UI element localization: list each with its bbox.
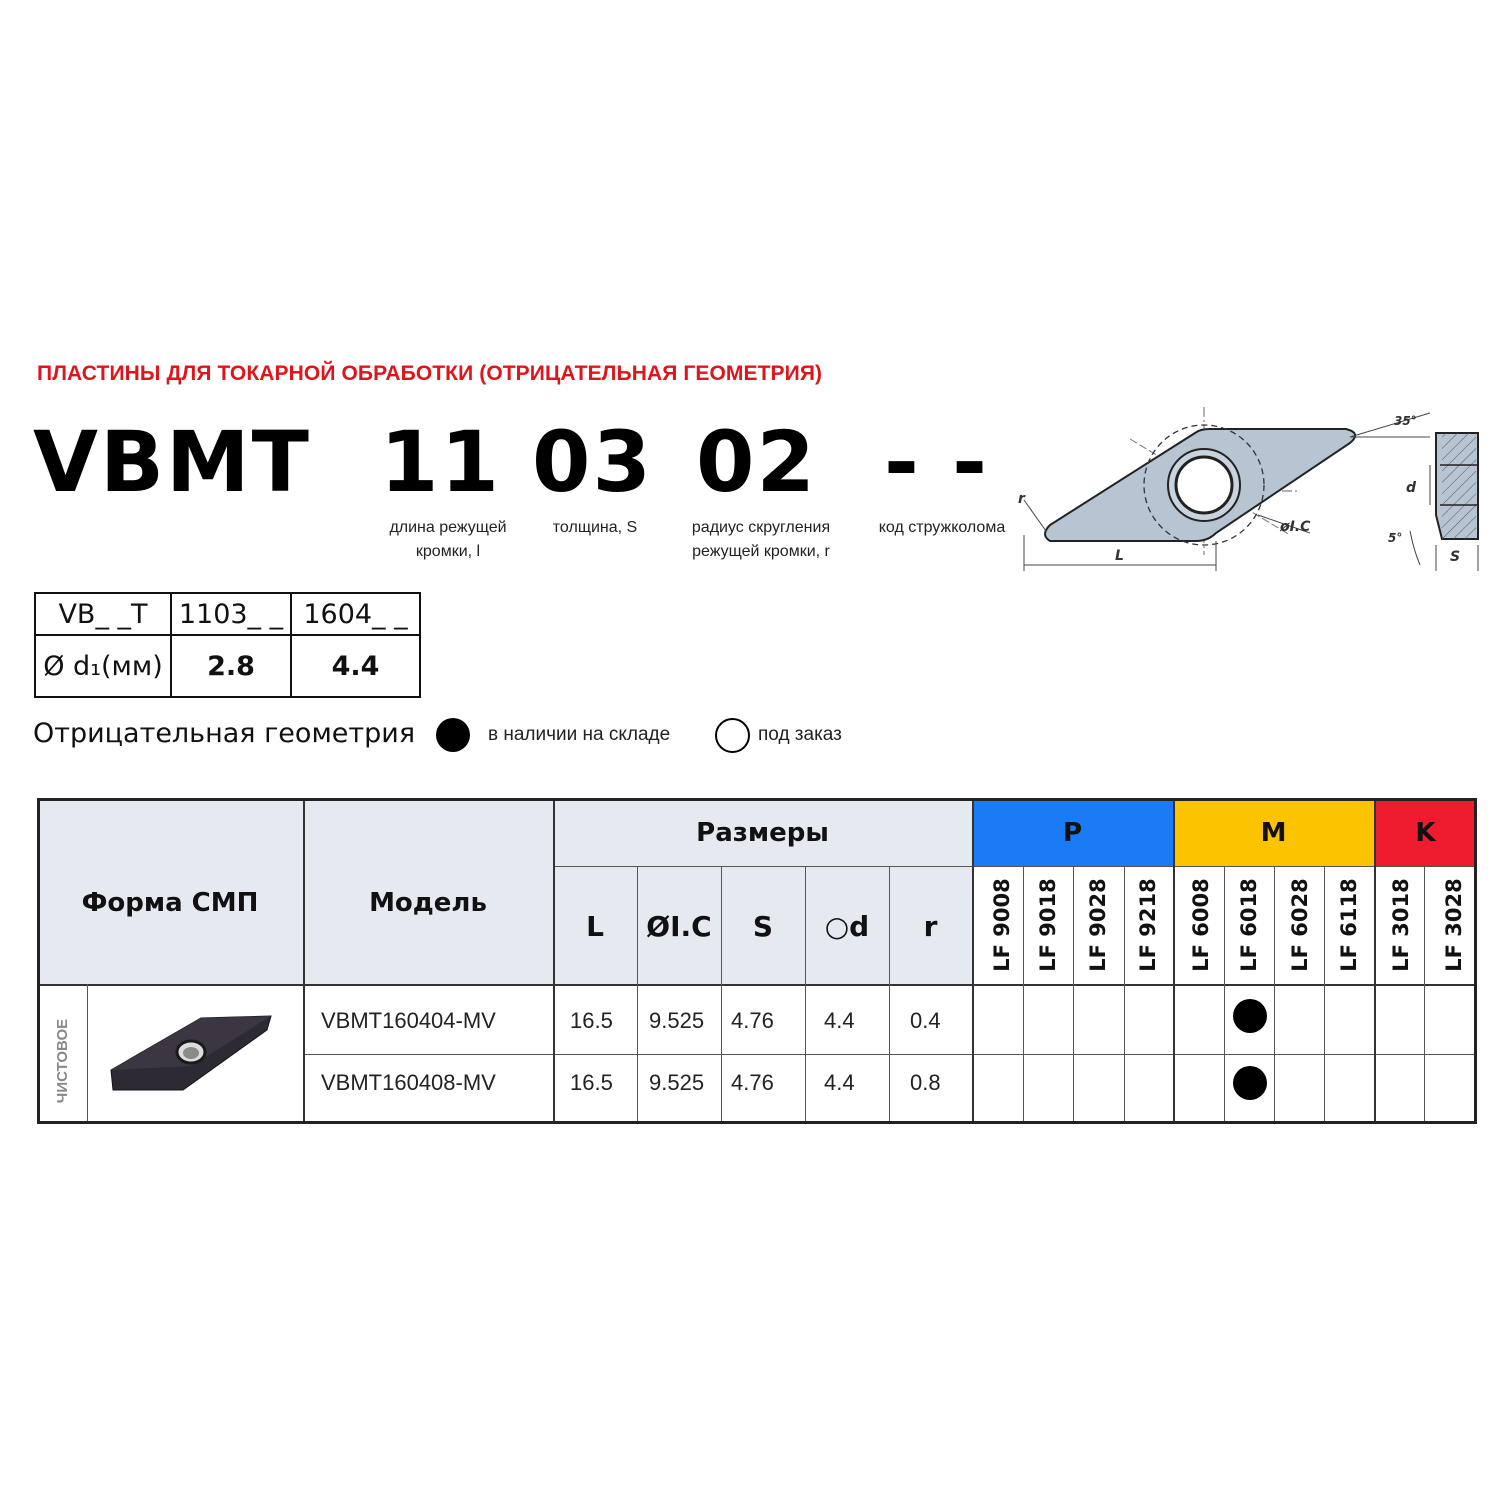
- row1-S: 4.76: [731, 1008, 774, 1033]
- grade-LF3018: LF 3018: [1389, 878, 1413, 972]
- in-stock-dot-icon: [436, 718, 470, 752]
- group-M-cell: [1173, 798, 1374, 866]
- row1-L: 16.5: [570, 1008, 613, 1033]
- row2-model: VBMT160408-MV: [321, 1070, 496, 1095]
- header-model: Модель: [369, 888, 487, 918]
- grade-LF6008: LF 6008: [1189, 878, 1213, 972]
- side-label-finishing: ЧИСТОВОЕ: [54, 1018, 71, 1104]
- d1-value-1103: 2.8: [171, 635, 291, 697]
- grade-LF9028: LF 9028: [1086, 878, 1110, 972]
- code-chipbreaker: - -: [884, 413, 989, 511]
- hole-diameter-table: [34, 592, 421, 698]
- grade-LF6118: LF 6118: [1337, 878, 1361, 972]
- category-title: ПЛАСТИНЫ ДЛЯ ТОКАРНОЙ ОБРАБОТКИ (ОТРИЦАТЕЛЬНАЯ ГЕОМЕТРИЯ): [37, 362, 823, 385]
- dim-S: S: [1450, 549, 1461, 565]
- d1-head-1103: 1103_ _: [171, 593, 291, 635]
- grade-LF9018: LF 9018: [1036, 878, 1060, 972]
- dim-header-d: ○d: [824, 910, 870, 943]
- row2-r: 0.8: [910, 1070, 941, 1095]
- dim-header-L: L: [586, 910, 604, 943]
- row1-d: 4.4: [824, 1008, 855, 1033]
- header-model-cell: [303, 798, 553, 984]
- label-thickness: толщина, S: [552, 519, 638, 536]
- row1-stock-LF6018: [1233, 999, 1267, 1033]
- grade-LF6028: LF 6028: [1288, 878, 1312, 972]
- legend-on-order: под заказ: [758, 724, 842, 745]
- product-table: [37, 798, 1477, 1124]
- angle-35: 35°: [1394, 414, 1417, 428]
- code-radius: 02: [696, 413, 817, 511]
- legend-in-stock: в наличии на складе: [488, 724, 671, 745]
- row1-r: 0.4: [910, 1008, 941, 1033]
- header-shape-cell: [37, 798, 303, 984]
- row2-ic: 9.525: [649, 1070, 705, 1095]
- center-hole: [1176, 457, 1232, 513]
- on-order-dot-icon: [715, 718, 750, 753]
- dim-L: L: [1115, 548, 1124, 564]
- group-K-cell: [1374, 798, 1477, 866]
- d1-value-1604: 4.4: [291, 635, 420, 697]
- row1-ic: 9.525: [649, 1008, 705, 1033]
- dim-header-r: r: [923, 910, 938, 943]
- d1-head-series: VB_ _T: [35, 593, 171, 635]
- dim-header-ic: ØI.C: [646, 910, 712, 943]
- label-chipbreaker: код стружколома: [878, 519, 1006, 536]
- row2-d: 4.4: [824, 1070, 855, 1095]
- insert-photo: [103, 1010, 273, 1100]
- row2-S: 4.76: [731, 1070, 774, 1095]
- dim-ic: øI.C: [1280, 519, 1311, 535]
- dim-header-S: S: [752, 910, 774, 943]
- legend-title: Отрицательная геометрия: [33, 718, 416, 749]
- header-shape: Форма СМП: [81, 888, 259, 918]
- group-P-cell: [972, 798, 1173, 866]
- label-radius: радиус скругления режущей кромки, r: [691, 519, 831, 560]
- code-length: 11: [380, 413, 501, 511]
- code-series: VBMT: [33, 413, 311, 511]
- header-dims: Размеры: [696, 818, 829, 848]
- dim-r: r: [1018, 491, 1025, 507]
- grade-LF9218: LF 9218: [1136, 878, 1160, 972]
- group-K: K: [1415, 818, 1436, 848]
- row1-model: VBMT160404-MV: [321, 1008, 496, 1033]
- grade-LF3028: LF 3028: [1442, 878, 1466, 972]
- row2-stock-LF6018: [1233, 1066, 1267, 1100]
- d1-row-label: Ø d₁(мм): [35, 635, 171, 697]
- d1-head-1604: 1604_ _: [291, 593, 420, 635]
- angle-5: 5°: [1388, 531, 1403, 545]
- insert-diagram: [1010, 405, 1490, 575]
- code-thickness: 03: [532, 413, 653, 511]
- group-M: M: [1260, 818, 1287, 848]
- grade-LF6018: LF 6018: [1237, 878, 1261, 972]
- dim-d: d: [1406, 480, 1417, 496]
- group-P: P: [1062, 818, 1083, 848]
- header-dims-cell: [553, 798, 972, 866]
- grade-LF9008: LF 9008: [990, 878, 1014, 972]
- row2-L: 16.5: [570, 1070, 613, 1095]
- label-length: длина режущей кромки, l: [389, 519, 507, 560]
